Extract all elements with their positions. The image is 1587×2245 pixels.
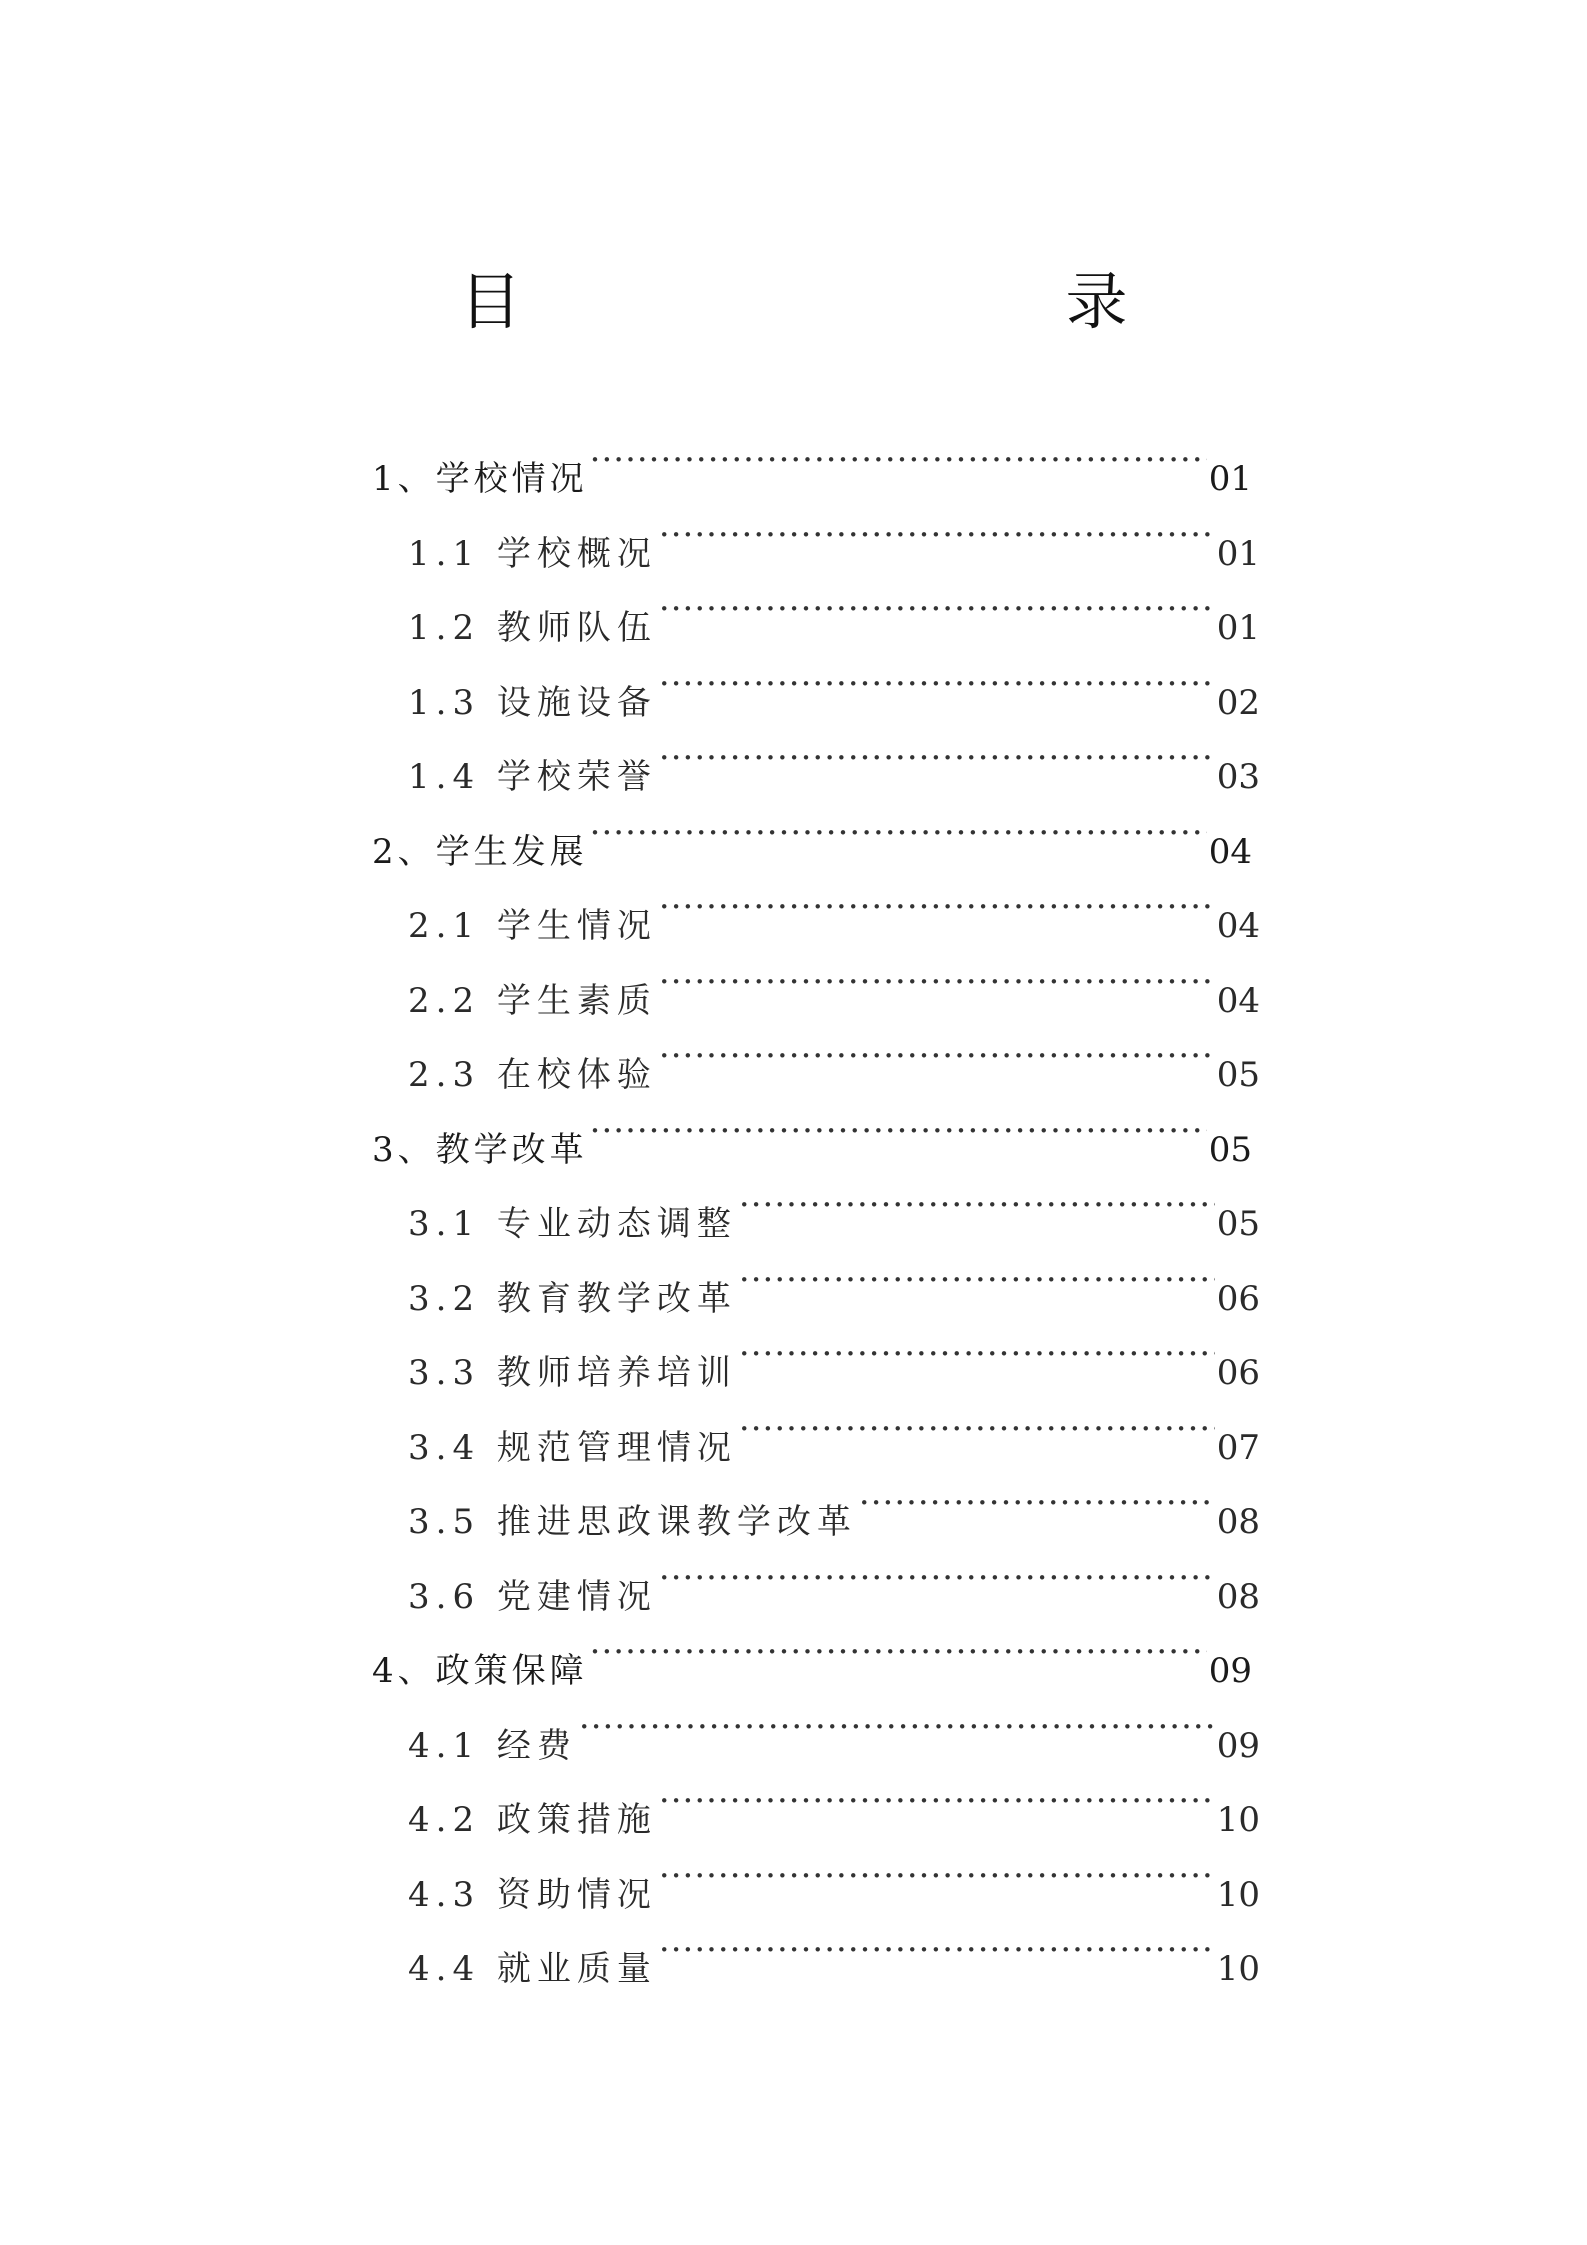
- toc-entry-label: 4.3 资助情况: [408, 1875, 657, 1915]
- toc-entry-label: 2.3 在校体验: [408, 1055, 657, 1095]
- toc-dot-leader: [659, 1026, 1215, 1086]
- toc-entry-label: 4.1 经费: [408, 1726, 577, 1766]
- toc-entry[interactable]: [408, 1399, 1260, 1468]
- toc-dot-leader: [659, 505, 1215, 565]
- toc-dot-leader: [659, 728, 1215, 788]
- toc-entry-label: 1、学校情况: [372, 459, 588, 499]
- toc-entry-label: 3.2 教育教学改革: [408, 1279, 737, 1319]
- toc-entry-page-number: 03: [1216, 757, 1260, 797]
- toc-entry-page-number: 06: [1216, 1353, 1260, 1393]
- toc-entry[interactable]: [408, 1473, 1260, 1542]
- toc-entry-label: 2.2 学生素质: [408, 981, 657, 1021]
- toc-dot-leader: [659, 579, 1215, 639]
- toc-entry[interactable]: [372, 430, 1252, 499]
- toc-entry-label: 4、政策保障: [372, 1651, 588, 1691]
- toc-entry-page-number: 04: [1216, 981, 1260, 1021]
- toc-entry[interactable]: [372, 803, 1252, 872]
- toc-entry-page-number: 04: [1208, 832, 1252, 872]
- toc-entry[interactable]: [408, 1846, 1260, 1915]
- toc-entry-page-number: 01: [1208, 459, 1252, 499]
- toc-dot-leader: [590, 1101, 1207, 1161]
- toc-entry[interactable]: [372, 1101, 1252, 1170]
- toc-entry[interactable]: [408, 1026, 1260, 1095]
- toc-title: 目 录: [459, 265, 1268, 338]
- toc-dot-leader: [659, 1920, 1215, 1980]
- toc-entry[interactable]: [408, 952, 1260, 1021]
- toc-dot-leader: [659, 1846, 1215, 1906]
- toc-entry-page-number: 01: [1216, 608, 1260, 648]
- toc-dot-leader: [579, 1697, 1215, 1757]
- toc-dot-leader: [659, 952, 1215, 1012]
- toc-entry-page-number: 10: [1216, 1800, 1260, 1840]
- toc-entry[interactable]: [372, 1622, 1252, 1691]
- toc-entry[interactable]: [408, 1324, 1260, 1393]
- toc-entry[interactable]: [408, 1548, 1260, 1617]
- toc-entry-page-number: 06: [1216, 1279, 1260, 1319]
- toc-dot-leader: [659, 654, 1215, 714]
- toc-dot-leader: [590, 803, 1207, 863]
- toc-dot-leader: [659, 1548, 1215, 1608]
- toc-entry-page-number: 04: [1216, 906, 1260, 946]
- toc-entry-page-number: 09: [1208, 1651, 1252, 1691]
- toc-entry-page-number: 05: [1208, 1130, 1252, 1170]
- toc-entry-label: 2、学生发展: [372, 832, 588, 872]
- toc-entry[interactable]: [408, 1250, 1260, 1319]
- toc-dot-leader: [739, 1324, 1215, 1384]
- toc-entry-label: 3.1 专业动态调整: [408, 1204, 737, 1244]
- toc-entry[interactable]: [408, 728, 1260, 797]
- toc-entry[interactable]: [408, 1920, 1260, 1989]
- toc-entry[interactable]: [408, 579, 1260, 648]
- toc-entry[interactable]: [408, 1771, 1260, 1840]
- toc-entry-label: 3.4 规范管理情况: [408, 1428, 737, 1468]
- toc-dot-leader: [590, 1622, 1207, 1682]
- toc-entry-page-number: 09: [1216, 1726, 1260, 1766]
- toc-dot-leader: [739, 1175, 1215, 1235]
- toc-entry[interactable]: [408, 1697, 1260, 1766]
- toc-dot-leader: [739, 1399, 1215, 1459]
- toc-entry-label: 1.1 学校概况: [408, 534, 657, 574]
- toc-entry-page-number: 01: [1216, 534, 1260, 574]
- toc-entry-page-number: 07: [1216, 1428, 1260, 1468]
- toc-dot-leader: [659, 1771, 1215, 1831]
- toc-entry[interactable]: [408, 654, 1260, 723]
- toc-dot-leader: [739, 1250, 1215, 1310]
- toc-entry-label: 1.3 设施设备: [408, 683, 657, 723]
- toc-entry-label: 3.6 党建情况: [408, 1577, 657, 1617]
- toc-entry[interactable]: [408, 877, 1260, 946]
- toc-dot-leader: [659, 877, 1215, 937]
- toc-entry-page-number: 05: [1216, 1204, 1260, 1244]
- toc-entry-label: 1.2 教师队伍: [408, 608, 657, 648]
- toc-entry-page-number: 05: [1216, 1055, 1260, 1095]
- toc-entry-page-number: 08: [1216, 1577, 1260, 1617]
- toc-dot-leader: [859, 1473, 1215, 1533]
- toc-entry[interactable]: [408, 505, 1260, 574]
- toc-entry-label: 1.4 学校荣誉: [408, 757, 657, 797]
- toc-entry-label: 2.1 学生情况: [408, 906, 657, 946]
- toc-entry-label: 3.3 教师培养培训: [408, 1353, 737, 1393]
- toc-entry-page-number: 10: [1216, 1875, 1260, 1915]
- toc-entry-page-number: 08: [1216, 1502, 1260, 1542]
- toc-entry-label: 3、教学改革: [372, 1130, 588, 1170]
- toc-entry-label: 3.5 推进思政课教学改革: [408, 1502, 857, 1542]
- toc-entry-label: 4.4 就业质量: [408, 1949, 657, 1989]
- toc-entry-page-number: 10: [1216, 1949, 1260, 1989]
- toc-dot-leader: [590, 430, 1207, 490]
- toc-entry[interactable]: [408, 1175, 1260, 1244]
- toc-entry-label: 4.2 政策措施: [408, 1800, 657, 1840]
- toc-entry-page-number: 02: [1216, 683, 1260, 723]
